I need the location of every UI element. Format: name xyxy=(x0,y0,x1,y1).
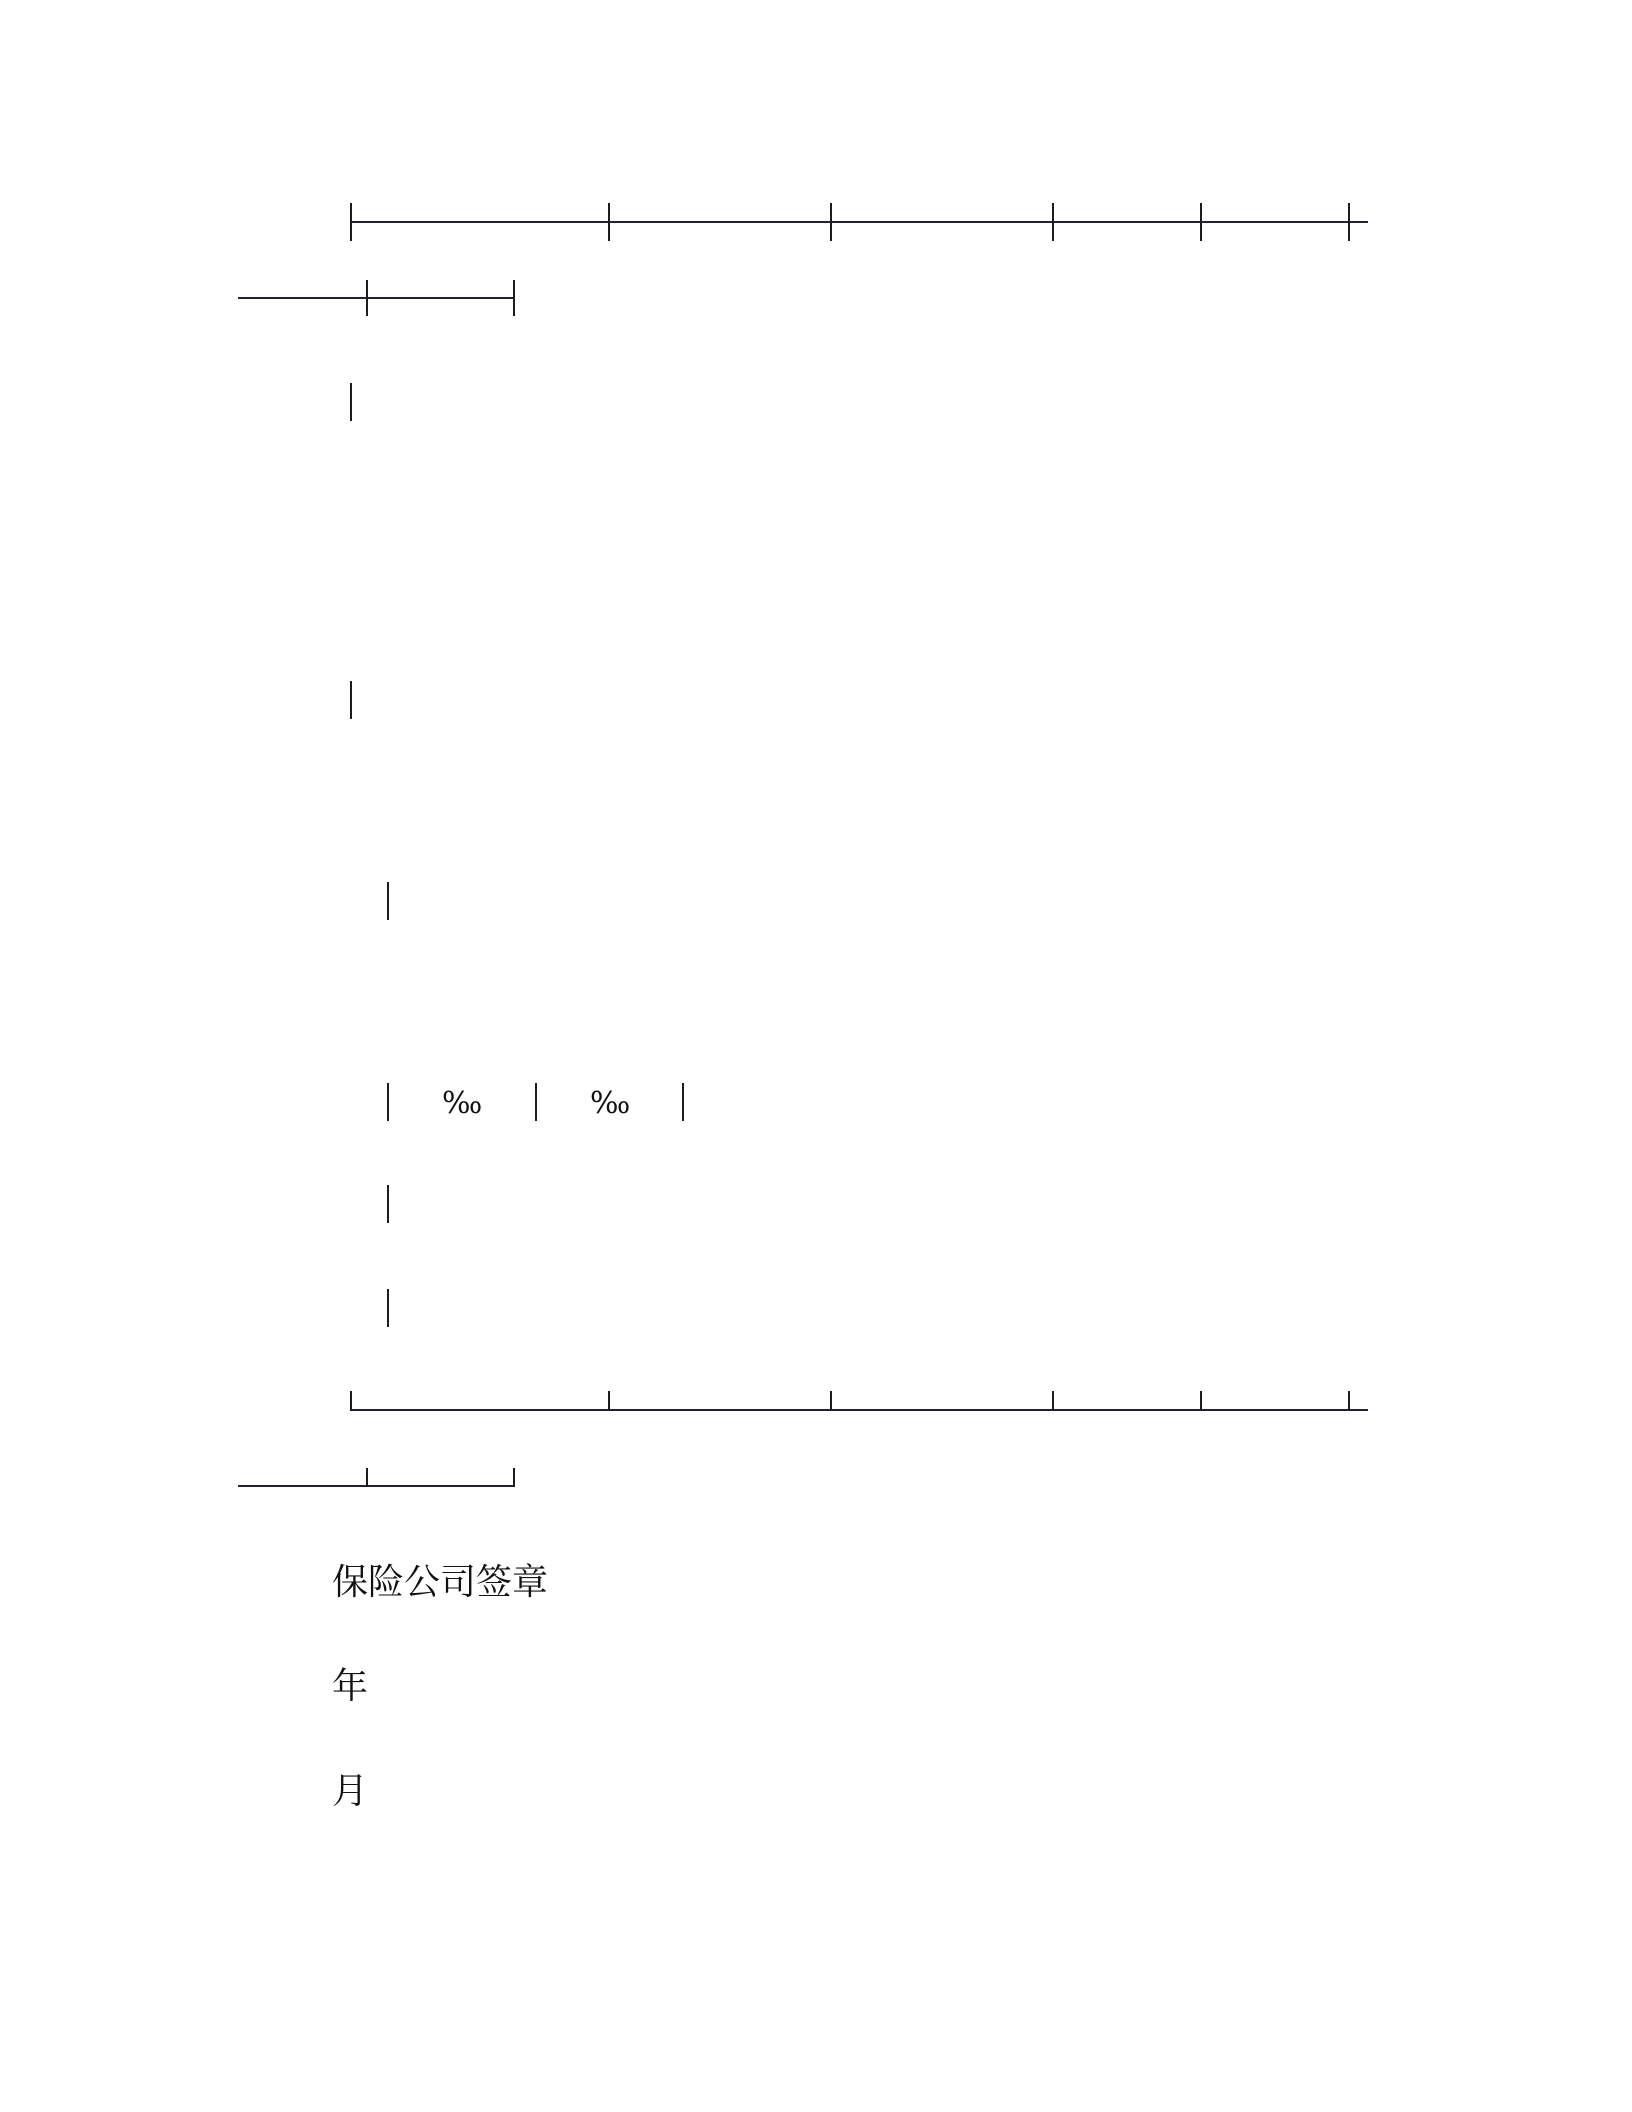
cell-separator xyxy=(387,1083,389,1121)
top-border-tick xyxy=(1200,203,1202,241)
cell-separator xyxy=(350,383,352,421)
bottom-border-tick xyxy=(350,1391,352,1411)
top-border-tick xyxy=(608,203,610,241)
cell-separator xyxy=(387,882,389,920)
bottom-border-tick xyxy=(1052,1391,1054,1411)
top-border-tick xyxy=(1052,203,1054,241)
cell-separator xyxy=(387,1185,389,1223)
month-label: 月 xyxy=(332,1771,369,1812)
cell-separator xyxy=(535,1083,537,1121)
bottom-border-tick xyxy=(830,1391,832,1411)
permil-sign: ‰ xyxy=(590,1086,631,1121)
cell-separator xyxy=(682,1083,684,1121)
bottom-subrow-tick xyxy=(366,1468,368,1487)
top-subrow-border xyxy=(238,297,514,299)
top-subrow-tick xyxy=(513,280,515,316)
year-label: 年 xyxy=(332,1666,369,1707)
bottom-subrow-border xyxy=(238,1485,514,1487)
bottom-border-tick xyxy=(1200,1391,1202,1411)
bottom-border-tick xyxy=(608,1391,610,1411)
permil-sign: ‰ xyxy=(442,1086,483,1121)
bottom-table-border xyxy=(351,1409,1368,1411)
bottom-subrow-tick xyxy=(513,1468,515,1487)
cell-separator xyxy=(387,1289,389,1327)
cell-separator xyxy=(350,681,352,719)
top-border-tick xyxy=(830,203,832,241)
insurer-seal-label: 保险公司签章 xyxy=(332,1562,549,1603)
top-table-border xyxy=(351,221,1368,223)
top-border-tick xyxy=(1348,203,1350,241)
top-border-tick xyxy=(350,203,352,241)
top-subrow-tick xyxy=(366,280,368,316)
bottom-border-tick xyxy=(1348,1391,1350,1411)
